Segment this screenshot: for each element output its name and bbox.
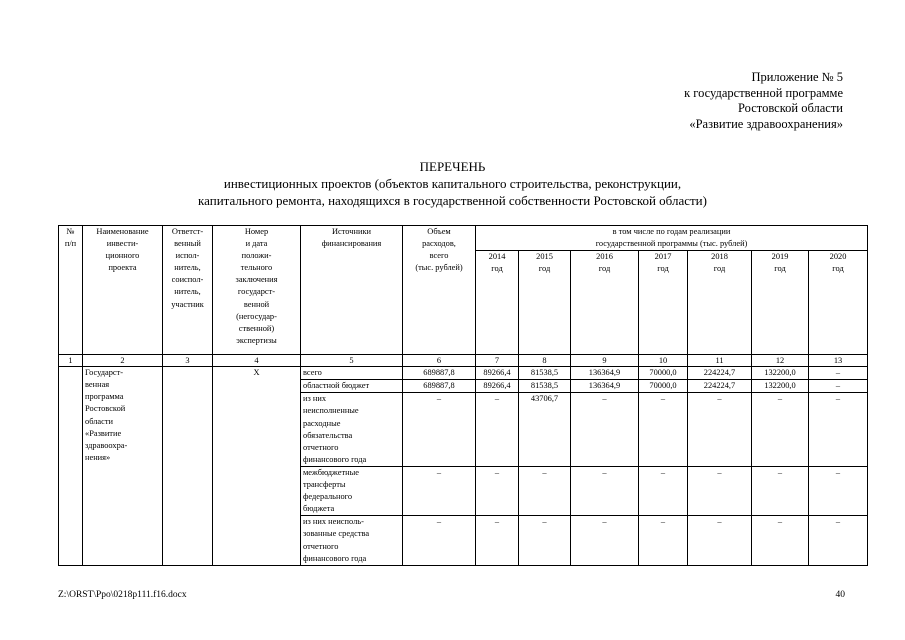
title-line: инвестиционных проектов (объектов капитального строительства, реконструкции, — [223, 176, 682, 191]
value-cell: – — [519, 466, 571, 515]
value-cell: – — [809, 393, 868, 467]
value-cell: – — [752, 466, 809, 515]
value-cell: – — [476, 466, 519, 515]
column-number: 4 — [213, 355, 301, 367]
source-cell: всего — [301, 367, 403, 380]
header-year-2020: 2020 год — [809, 251, 868, 355]
source-cell: областной бюджет — [301, 380, 403, 393]
value-cell: – — [403, 393, 476, 467]
file-path: Z:\ORST\Ppo\0218p111.f16.docx — [58, 590, 187, 600]
value-cell: 224224,7 — [688, 380, 752, 393]
source-cell: из них неисполненные расходные обязательства отчетного финансового года — [301, 393, 403, 467]
value-cell: – — [403, 466, 476, 515]
column-number: 11 — [688, 355, 752, 367]
value-cell: – — [688, 393, 752, 467]
appendix-line: «Развитие здравоохранения» — [689, 116, 843, 131]
column-number: 6 — [403, 355, 476, 367]
header-year-2018: 2018 год — [688, 251, 752, 355]
header-responsible: Ответст- венный испол- нитель, соиспол- нитель, участник — [163, 226, 213, 355]
title-line: капитального ремонта, находящихся в государственной собственности Ростовской области) — [198, 193, 707, 208]
appendix-line: Ростовской области — [738, 101, 843, 115]
appendix-line: Приложение № 5 — [751, 70, 843, 84]
value-cell: – — [688, 516, 752, 565]
value-cell: – — [688, 466, 752, 515]
value-cell: 689887,8 — [403, 367, 476, 380]
value-cell: – — [639, 466, 688, 515]
value-cell: – — [476, 393, 519, 467]
column-number: 5 — [301, 355, 403, 367]
project-conclusion: X — [213, 367, 301, 566]
document-title — [0, 158, 905, 209]
header-volume: Объем расходов, всего (тыс. рублей) — [403, 226, 476, 355]
value-cell: – — [809, 367, 868, 380]
header-year-2015: 2015 год — [519, 251, 571, 355]
value-cell: – — [752, 516, 809, 565]
value-cell: 136364,9 — [571, 367, 639, 380]
header-row — [59, 226, 868, 251]
value-cell: – — [571, 516, 639, 565]
column-number: 2 — [83, 355, 163, 367]
project-name: Государст- венная программа Ростовской области «Развитие здравоохра- нения» — [83, 367, 163, 566]
value-cell: 689887,8 — [403, 380, 476, 393]
value-cell: 224224,7 — [688, 367, 752, 380]
column-number: 9 — [571, 355, 639, 367]
value-cell: 132200,0 — [752, 380, 809, 393]
value-cell: – — [809, 380, 868, 393]
value-cell: 89266,4 — [476, 367, 519, 380]
source-cell: из них неисполь- зованные средства отчетного финансового года — [301, 516, 403, 565]
column-number: 1 — [59, 355, 83, 367]
value-cell: – — [403, 516, 476, 565]
value-cell: – — [639, 393, 688, 467]
header-year-2016: 2016 год — [571, 251, 639, 355]
value-cell: – — [809, 466, 868, 515]
value-cell: 132200,0 — [752, 367, 809, 380]
header-year-2019: 2019 год — [752, 251, 809, 355]
header-name: Наименование инвести- ционного проекта — [83, 226, 163, 355]
table-row — [59, 367, 868, 380]
value-cell: 70000,0 — [639, 380, 688, 393]
header-conclusion: Номер и дата положи- тельного заключения государст- венной (негосудар- ственной) экспертизы — [213, 226, 301, 355]
column-number: 13 — [809, 355, 868, 367]
value-cell: 43706,7 — [519, 393, 571, 467]
value-cell: 81538,5 — [519, 367, 571, 380]
value-cell: – — [571, 466, 639, 515]
project-responsible — [163, 367, 213, 566]
header-num: № п/п — [59, 226, 83, 355]
title-line: ПЕРЕЧЕНЬ — [419, 159, 486, 174]
column-number: 3 — [163, 355, 213, 367]
project-num-cell — [59, 367, 83, 566]
source-cell: межбюджетные трансферты федерального бюджета — [301, 466, 403, 515]
value-cell: 89266,4 — [476, 380, 519, 393]
header-sources: Источники финансирования — [301, 226, 403, 355]
value-cell: – — [571, 393, 639, 467]
header-years-group: в том числе по годам реализации государственной программы (тыс. рублей) — [476, 226, 868, 251]
column-number: 7 — [476, 355, 519, 367]
investment-projects-table — [58, 225, 868, 566]
appendix-header — [583, 70, 843, 132]
value-cell: – — [519, 516, 571, 565]
value-cell: 81538,5 — [519, 380, 571, 393]
page-number: 40 — [835, 590, 845, 600]
value-cell: 70000,0 — [639, 367, 688, 380]
value-cell: – — [476, 516, 519, 565]
appendix-line: к государственной программе — [684, 85, 843, 100]
value-cell: – — [752, 393, 809, 467]
value-cell: – — [809, 516, 868, 565]
column-number: 10 — [639, 355, 688, 367]
column-number: 12 — [752, 355, 809, 367]
header-year-2014: 2014 год — [476, 251, 519, 355]
value-cell: – — [639, 516, 688, 565]
column-number: 8 — [519, 355, 571, 367]
column-number-row — [59, 355, 868, 367]
header-year-2017: 2017 год — [639, 251, 688, 355]
value-cell: 136364,9 — [571, 380, 639, 393]
